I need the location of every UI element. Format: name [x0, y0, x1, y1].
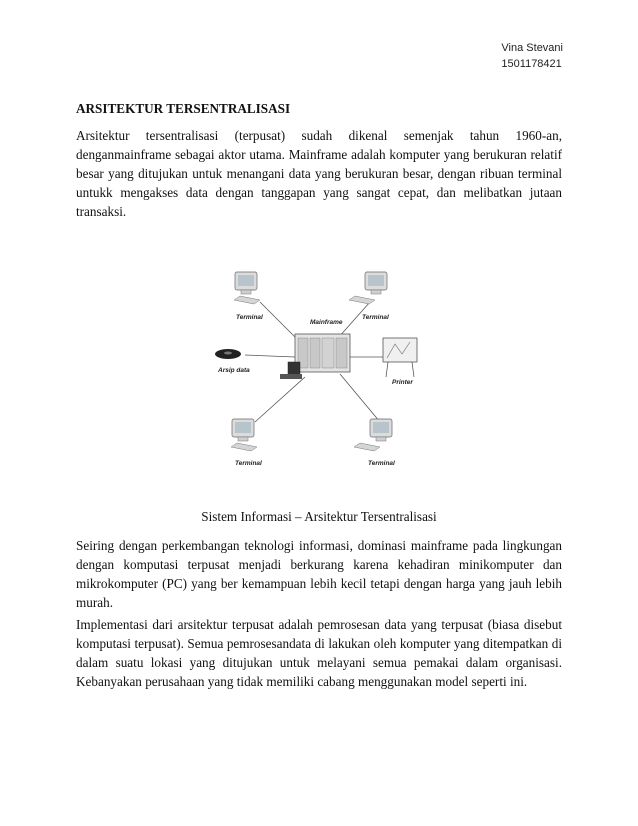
printer-icon [383, 338, 417, 377]
label-arsip: Arsip data [218, 367, 250, 374]
label-mainframe: Mainframe [310, 319, 343, 326]
label-terminal-bottom-left: Terminal [235, 460, 262, 467]
label-terminal-top-left: Terminal [236, 314, 263, 321]
paragraph-implementation: Implementasi dari arsitektur terpusat adalah pemrosesan data yang terpusat (biasa disebut komputasi terpusat). Semua pemrosesandata di lakukan oleh komputer yang ditempatkan di dalam suatu lokasi yang ditujukan untuk melayani semua pemakai dalam organisasi. Kebanyakan perusahaan yang tidak memiliki cabang menggunakan model seperti ini. [76, 617, 562, 689]
arsip-disk-icon [215, 349, 241, 359]
link-terminal-bottom-left [255, 377, 305, 422]
student-id: 1501178421 [501, 58, 562, 70]
author-name: Vina Stevani [501, 42, 563, 54]
terminal-top-left-icon [234, 272, 260, 304]
paragraph-intro: Arsitektur tersentralisasi (terpusat) sudah dikenal semenjak tahun 1960-an, denganmainframe sebagai aktor utama. Mainframe adalah komputer yang berukuran relatif besar yang ditujukan untuk menangani data yang berukuran besar, dengan ribuan terminal untukk mengakses data dengan tanggapan yang sangat cepat, dan melibatkan jutaan transaksi. [76, 128, 562, 219]
label-printer: Printer [392, 379, 413, 386]
paragraph-evolution: Seiring dengan perkembangan teknologi informasi, dominasi mainframe pada lingkungan dengan komputasi terpusat menjadi berkurang karena kehadiran minikomputer dan mikrokomputer (PC) yang ber kemampuan lebih kecil tetapi dengan harga yang jauh lebih murah. [76, 538, 562, 610]
centralized-architecture-diagram [210, 262, 424, 472]
section-title: ARSITEKTUR TERSENTRALISASI [76, 101, 291, 116]
label-terminal-bottom-right: Terminal [368, 460, 395, 467]
page-header [501, 40, 563, 72]
terminal-bottom-left-icon [231, 419, 257, 451]
label-terminal-top-right: Terminal [362, 314, 389, 321]
terminal-bottom-right-icon [354, 419, 392, 451]
terminal-top-right-icon [349, 272, 387, 304]
link-terminal-bottom-right [340, 374, 380, 422]
figure-caption: Sistem Informasi – Arsitektur Tersentralisasi [201, 509, 437, 524]
link-arsip [245, 355, 295, 357]
